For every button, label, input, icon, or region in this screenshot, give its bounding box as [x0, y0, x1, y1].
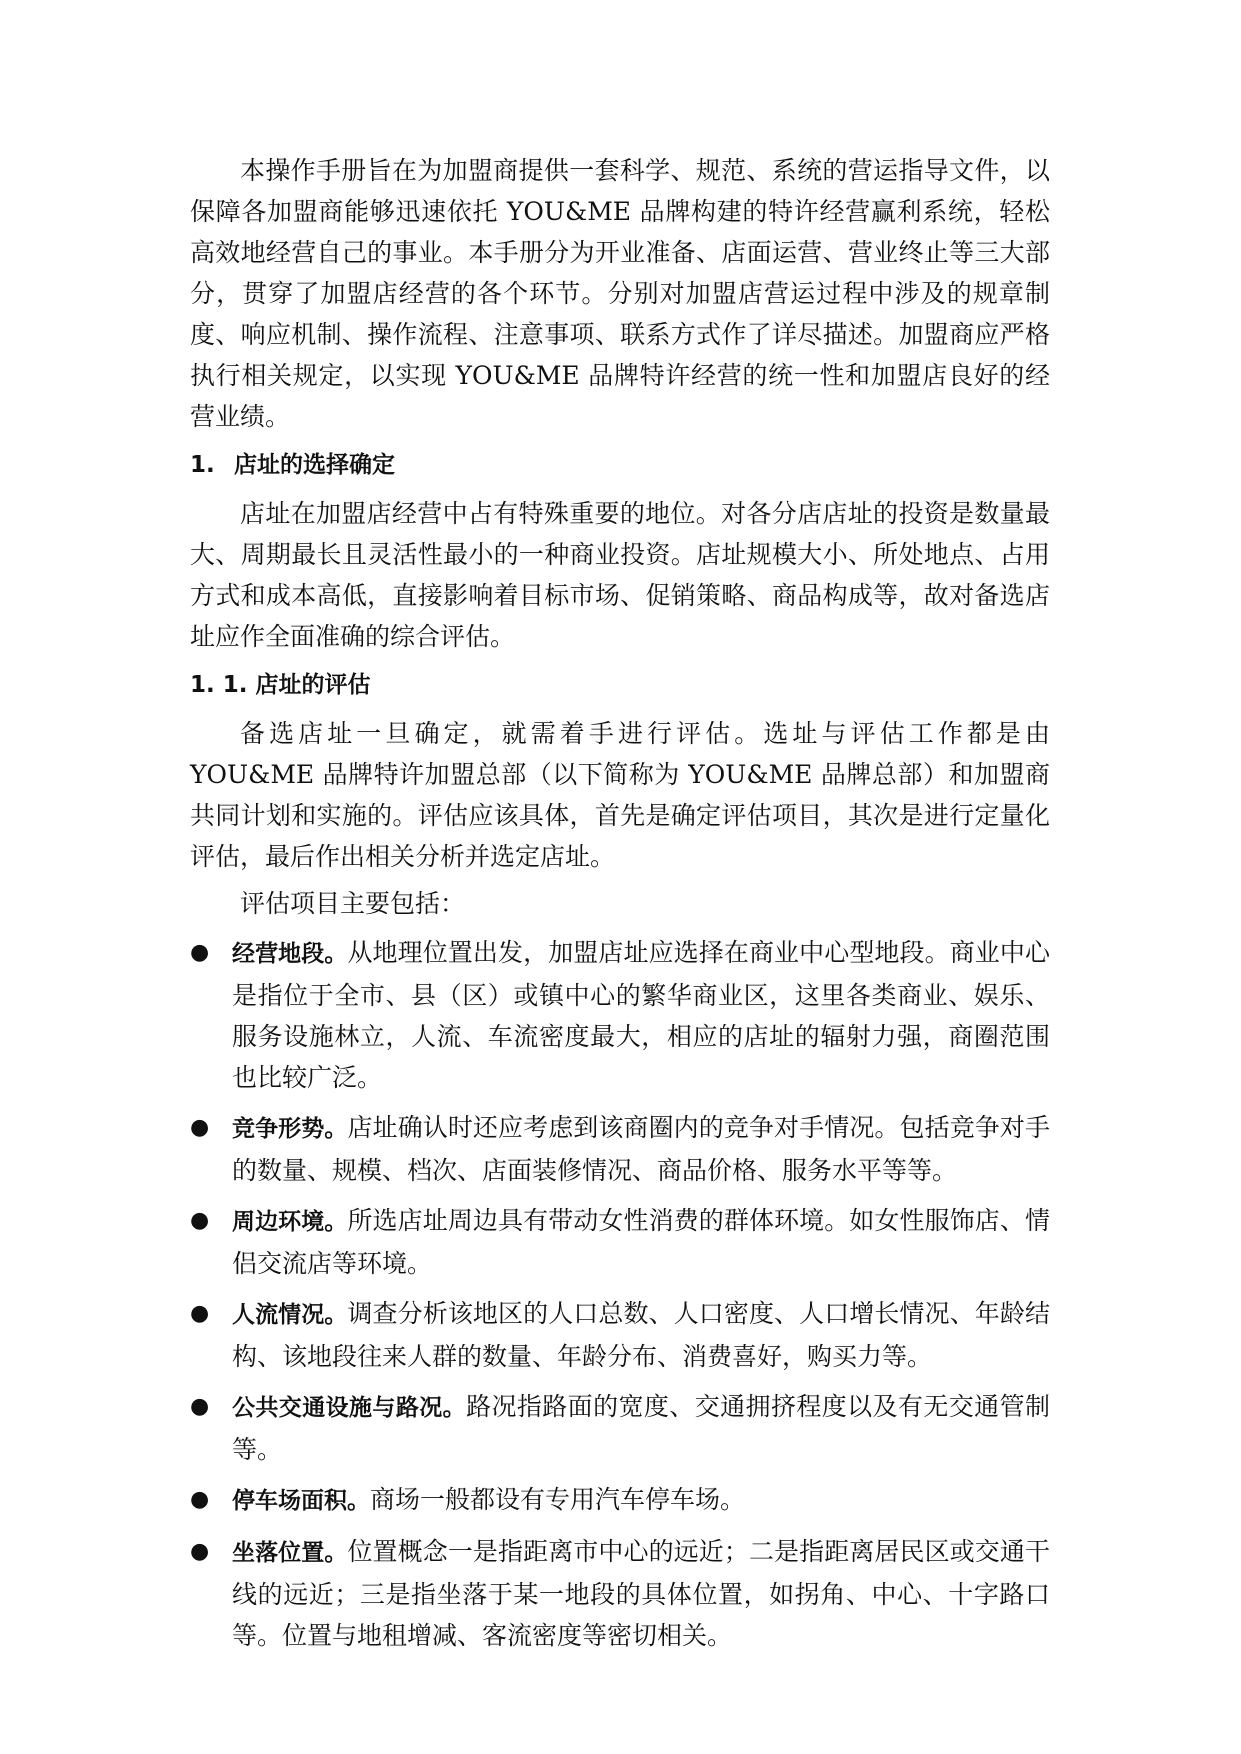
- bullet-dot-icon: ●: [190, 1115, 210, 1140]
- document-page: [190, 150, 1050, 1665]
- list-item: [190, 1531, 1050, 1656]
- list-item: [190, 1479, 1050, 1522]
- intro-paragraph: 本操作手册旨在为加盟商提供一套科学、规范、系统的营运指导文件，以保障各加盟商能够迅速依托 YOU&ME 品牌构建的特许经营赢利系统，轻松高效地经营自己的事业。本手册分为开业准备、店面运营、营业终止等三大部分，贯穿了加盟店经营的各个环节。分别对加盟店营运过程中涉及的规章制度、响应机制、操作流程、注意事项、联系方式作了详尽描述。加盟商应严格执行相关规定，以实现 YOU&ME 品牌特许经营的统一性和加盟店良好的经营业绩。: [190, 156, 1050, 431]
- bullet-dot-icon: ●: [190, 1301, 210, 1326]
- list-item: [190, 1200, 1050, 1284]
- item-term: 周边环境。: [232, 1209, 348, 1235]
- item-term: 停车场面积。: [232, 1488, 370, 1514]
- section-1-paragraph: 店址在加盟店经营中占有特殊重要的地位。对各分店店址的投资是数量最大、周期最长且灵活性最小的一种商业投资。店址规模大小、所处地点、占用方式和成本高低，直接影响着目标市场、促销策略、商品构成等，故对备选店址应作全面准确的综合评估。: [190, 499, 1050, 651]
- item-text: 调查分析该地区的人口总数、人口密度、人口增长情况、年龄结构、该地段往来人群的数量、年龄分布、消费喜好，购买力等。: [232, 1299, 1050, 1371]
- item-term: 竞争形势。: [232, 1116, 348, 1142]
- item-term: 经营地段。: [232, 941, 348, 967]
- section-1-number: 1.: [190, 452, 215, 478]
- list-item: [190, 1386, 1050, 1470]
- section-1-1-number: 1. 1.: [190, 672, 248, 698]
- bullet-dot-icon: ●: [190, 940, 210, 965]
- list-intro: 评估项目主要包括：: [240, 889, 466, 918]
- evaluation-items-list: [190, 932, 1050, 1656]
- item-text: 商场一般都设有专用汽车停车场。: [370, 1485, 746, 1514]
- bullet-dot-icon: ●: [190, 1208, 210, 1233]
- item-text: 所选店址周边具有带动女性消费的群体环境。如女性服饰店、情侣交流店等环境。: [232, 1206, 1050, 1278]
- section-1-1-heading: [190, 667, 1050, 703]
- item-text: 从地理位置出发，加盟店址应选择在商业中心型地段。商业中心是指位于全市、县（区）或镇中心的繁华商业区，这里各类商业、娱乐、服务设施林立，人流、车流密度最大，相应的店址的辐射力强，商圈范围也比较广泛。: [232, 938, 1050, 1092]
- section-1-title: 店址的选择确定: [234, 452, 395, 478]
- item-text: 路况指路面的宽度、交通拥挤程度以及有无交通管制等。: [232, 1392, 1050, 1464]
- item-term: 人流情况。: [232, 1302, 348, 1328]
- section-1-heading: [190, 447, 1050, 483]
- item-text: 店址确认时还应考虑到该商圈内的竞争对手情况。包括竞争对手的数量、规模、档次、店面装修情况、商品价格、服务水平等等。: [232, 1113, 1050, 1185]
- bullet-dot-icon: ●: [190, 1539, 210, 1564]
- bullet-dot-icon: ●: [190, 1487, 210, 1512]
- list-item: [190, 1107, 1050, 1191]
- item-text: 位置概念一是指距离市中心的远近；二是指距离居民区或交通干线的远近；三是指坐落于某一地段的具体位置，如拐角、中心、十字路口等。位置与地租增减、客流密度等密切相关。: [232, 1537, 1050, 1650]
- item-term: 公共交通设施与路况。: [232, 1395, 467, 1421]
- section-1-1-title: 店址的评估: [255, 672, 371, 698]
- list-item: [190, 932, 1050, 1098]
- section-1-1-paragraph: 备选店址一旦确定，就需着手进行评估。选址与评估工作都是由 YOU&ME 品牌特许加盟总部（以下简称为 YOU&ME 品牌总部）和加盟商共同计划和实施的。评估应该具体，首先是确定评估项目，其次是进行定量化评估，最后作出相关分析并选定店址。: [190, 719, 1050, 871]
- list-item: [190, 1293, 1050, 1377]
- bullet-dot-icon: ●: [190, 1394, 210, 1419]
- item-term: 坐落位置。: [232, 1540, 348, 1566]
